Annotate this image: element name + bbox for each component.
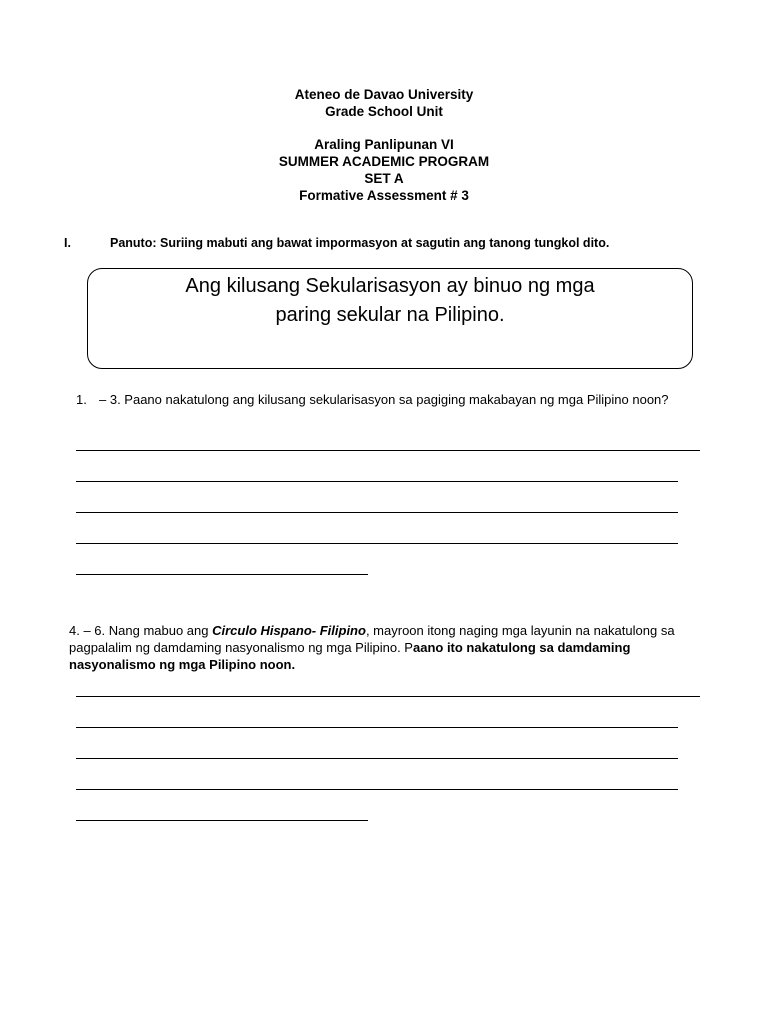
instruction-text: Panuto: Suriing mabuti ang bawat impormasyon at sagutin ang tanong tungkol dito. [110,236,610,250]
answer-line[interactable] [76,543,678,544]
circulo-hispano-filipino: Circulo Hispano- Filipino [212,623,366,638]
question-2-text-bold: aano ito nakatulong sa damdaming nasyonalismo ng mga Pilipino noon. [69,640,631,672]
answer-line[interactable] [76,696,700,697]
answer-line[interactable] [76,820,368,821]
answer-line[interactable] [76,727,678,728]
statement-line-2: paring sekular na Pilipino. [275,304,505,326]
statement-line-1: Ang kilusang Sekularisasyon ay binuo ng mga [185,275,595,297]
assessment-title: Formative Assessment # 3 [299,188,469,203]
answer-line[interactable] [76,481,678,482]
document-header [0,86,768,204]
unit-name: Grade School Unit [325,104,443,119]
answer-line[interactable] [76,450,700,451]
answer-line[interactable] [76,512,678,513]
question-1-number: 1. [76,392,87,407]
question-2-text-middle: , mayroon itong naging mga layunin na nakatulong sa pagpalalim ng damdaming nasyonalismo ng mga Pilipino. P [69,623,675,655]
statement-box [87,268,693,369]
set-label: SET A [364,171,404,186]
instruction-number: I. [64,236,71,250]
question-2 [69,622,709,673]
question-1-text: – 3. Paano nakatulong ang kilusang sekularisasyon sa pagiging makabayan ng mga Pilipino noon? [99,392,669,407]
question-2-text-start: 4. – 6. Nang mabuo ang [69,623,213,638]
answer-line[interactable] [76,789,678,790]
answer-line[interactable] [76,574,368,575]
university-name: Ateneo de Davao University [294,87,474,102]
answer-line[interactable] [76,758,678,759]
program-name: SUMMER ACADEMIC PROGRAM [278,154,490,169]
subject-name: Araling Panlipunan VI [314,137,454,152]
